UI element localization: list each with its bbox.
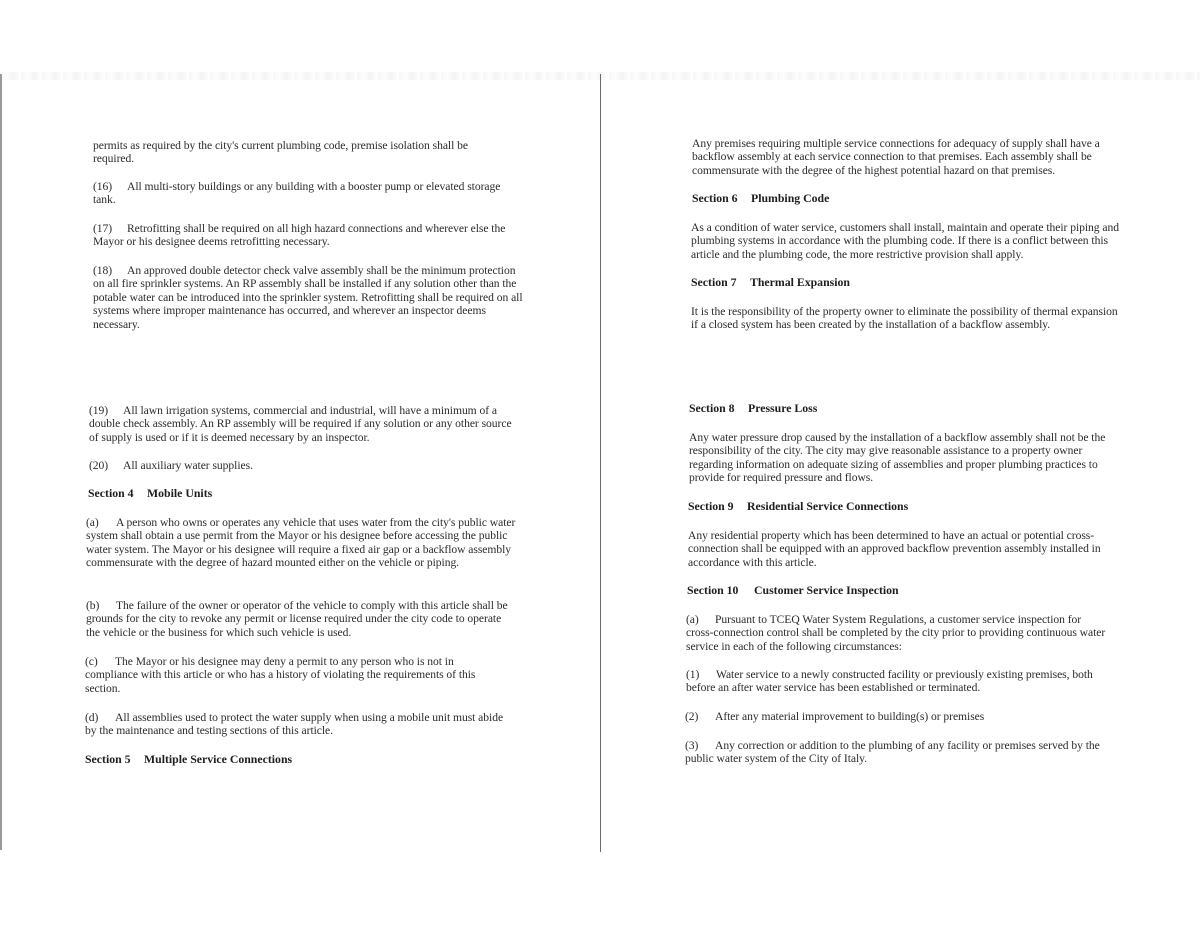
item-number: (a) <box>86 516 99 529</box>
item-number: (b) <box>86 599 100 612</box>
item-number: (17) <box>93 222 113 235</box>
section-6-body: As a condition of water service, customers shall install, maintain and operate their piping and plumbing systems in accordance with the plumbing code. If there is a conflict between this article and the plumbing code, the more restrictive provision shall apply. <box>691 221 1119 261</box>
section-10-item-2: (2) After any material improvement to building(s) or premises <box>685 710 985 723</box>
item-number: (19) <box>89 404 109 417</box>
item-number: (3) <box>685 739 699 752</box>
continuation-paragraph: permits as required by the city's current plumbing code, premise isolation shall be required. <box>93 139 468 166</box>
section-5-heading: Section 5 Multiple Service Connections <box>85 752 293 766</box>
section-10-heading: Section 10 Customer Service Inspection <box>687 583 899 597</box>
section-4-item-a: (a) A person who owns or operates any vehicle that uses water from the city's public water system shall obtain a use permit from the Mayor or his designee before accessing the public water system. The Mayor or his designee will require a fixed air gap or a backflow assembly commensurate with the degree of hazard mounted either on the vehicle or piping. <box>86 516 516 570</box>
section-9-body: Any residential property which has been determined to have an actual or potential cross-connection shall be equipped with an approved backflow prevention assembly installed in accordance with this article. <box>688 529 1101 569</box>
section-5-body: Any premises requiring multiple service connections for adequacy of supply shall have a backflow assembly at each service connection to that premises. Each assembly shall be commensurate with the degree of the highest potential hazard on that premises. <box>692 137 1100 177</box>
section-10-item-a: (a) Pursuant to TCEQ Water System Regulations, a customer service inspection for cross-connection control shall be completed by the city prior to providing continuous water service in each of the following circumstances: <box>686 613 1106 653</box>
list-item-18: (18) An approved double detector check valve assembly shall be the minimum protection on all fire sprinkler systems. An RP assembly shall be installed if any solution other than the potable water can be introduced into the sprinkler system. Retrofitting shall be required on all systems where improper maintenance has occurred, and wherever an inspector deems necessary. <box>93 264 523 331</box>
item-number: (2) <box>685 710 699 723</box>
section-8-heading: Section 8 Pressure Loss <box>689 401 818 415</box>
item-number: (c) <box>85 655 98 668</box>
section-8-body: Any water pressure drop caused by the installation of a backflow assembly shall not be the responsibility of the city. The city may give reasonable assistance to a property owner regarding information on adequate sizing of assemblies and proper plumbing practices to provide for required pressure and flows. <box>689 431 1106 485</box>
list-item-19: (19) All lawn irrigation systems, commercial and industrial, will have a minimum of a double check assembly. An RP assembly will be required if any solution or any other source of supply is used or if it is deemed necessary by an inspector. <box>89 404 512 444</box>
section-6-heading: Section 6 Plumbing Code <box>692 191 830 205</box>
section-7-body: It is the responsibility of the property owner to eliminate the possibility of thermal expansion if a closed system has been created by the installation of a backflow assembly. <box>691 305 1118 332</box>
item-number: (16) <box>93 180 113 193</box>
item-number: (d) <box>85 711 99 724</box>
section-4-item-c: (c) The Mayor or his designee may deny a permit to any person who is not in compliance with this article or who has a history of violating the requirements of this section. <box>85 655 476 695</box>
right-page <box>601 0 1200 927</box>
item-number: (20) <box>89 459 109 472</box>
section-10-item-3: (3) Any correction or addition to the plumbing of any facility or premises served by the public water system of the City of Italy. <box>685 739 1100 766</box>
section-4-heading: Section 4 Mobile Units <box>88 486 213 500</box>
list-item-20: (20) All auxiliary water supplies. <box>89 459 253 472</box>
section-4-item-d: (d) All assemblies used to protect the water supply when using a mobile unit must abide by the maintenance and testing sections of this article. <box>85 711 504 738</box>
item-number: (18) <box>93 264 113 277</box>
section-4-item-b: (b) The failure of the owner or operator of the vehicle to comply with this article shall be grounds for the city to revoke any permit or license required under the city code to operate the vehicle or the business for which such vehicle is used. <box>86 599 508 639</box>
list-item-16: (16) All multi-story buildings or any building with a booster pump or elevated storage tank. <box>93 180 501 207</box>
item-number: (a) <box>686 613 699 626</box>
section-9-heading: Section 9 Residential Service Connections <box>688 499 909 513</box>
section-10-item-1: (1) Water service to a newly constructed facility or previously existing premises, both before an after water service has been established or terminated. <box>686 668 1093 695</box>
list-item-17: (17) Retrofitting shall be required on all high hazard connections and wherever else the Mayor or his designee deems retrofitting necessary. <box>93 222 506 249</box>
section-7-heading: Section 7 Thermal Expansion <box>691 275 850 289</box>
item-number: (1) <box>686 668 700 681</box>
